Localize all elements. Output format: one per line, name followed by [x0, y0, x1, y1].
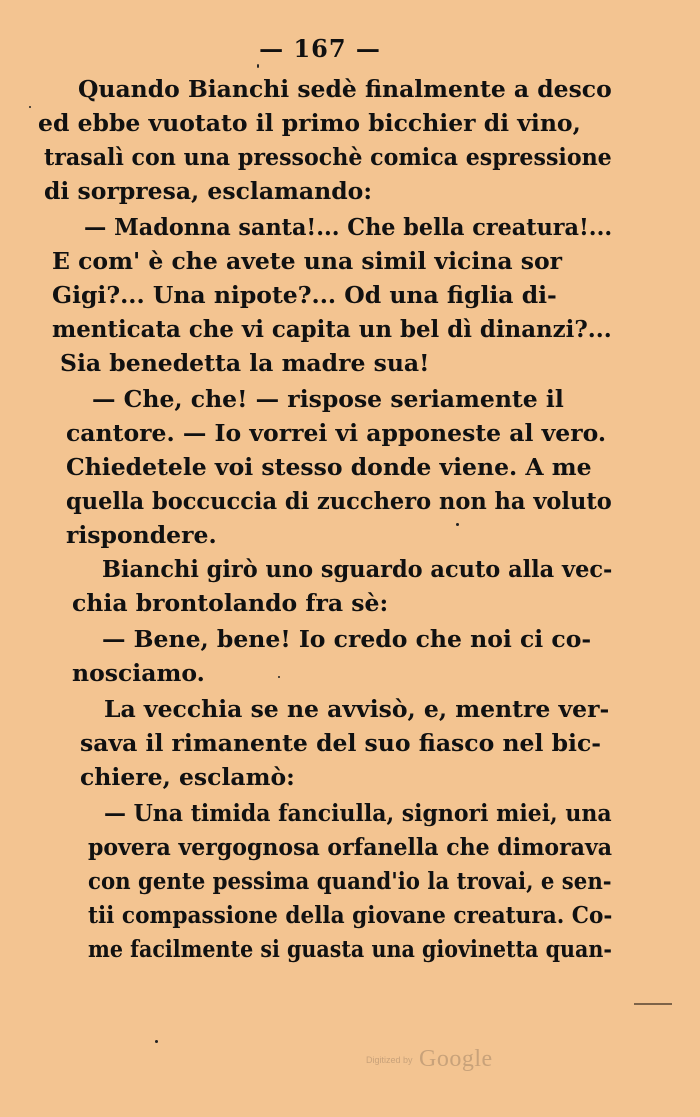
text-line: Chiedetele voi stesso donde viene. A me [66, 453, 592, 481]
text-line: Gigi?... Una nipote?... Od una figlia di- [52, 281, 557, 309]
margin-rule [634, 1003, 672, 1005]
text-line: Quando Bianchi sedè finalmente a desco [78, 75, 612, 103]
text-line: La vecchia se ne avvisò, e, mentre ver- [104, 695, 610, 723]
text-line: quella boccuccia di zucchero non ha voluto [66, 487, 612, 515]
text-line: di sorpresa, esclamando: [44, 177, 373, 205]
text-line: E com' è che avete una simil vicina sor [52, 247, 563, 275]
ink-speck [29, 106, 31, 108]
text-line: trasalì con una pressochè comica espressione [44, 143, 612, 171]
ink-speck [278, 676, 280, 678]
text-line: chia brontolando fra sè: [72, 589, 389, 617]
google-logo: Google [418, 1046, 493, 1072]
text-line: Sia benedetta la madre sua! [60, 349, 430, 377]
watermark-prefix: Digitized by [366, 1054, 413, 1065]
text-line: — Che, che! — rispose seriamente il [92, 385, 564, 413]
text-line: rispondere. [66, 521, 217, 549]
digitized-watermark [366, 1046, 493, 1073]
ink-speck [257, 64, 259, 68]
text-line: sava il rimanente del suo fiasco nel bic- [80, 729, 602, 757]
page-number: — 167 — [259, 34, 381, 63]
text-line: Bianchi girò uno sguardo acuto alla vec- [102, 555, 613, 583]
text-line: con gente pessima quand'io la trovai, e sen- [88, 867, 612, 895]
ink-speck [155, 1040, 158, 1043]
text-line: — Bene, bene! Io credo che noi ci co- [102, 625, 592, 653]
text-line: cantore. — Io vorrei vi apponeste al vero. [66, 419, 607, 447]
text-line: povera vergognosa orfanella che dimorava [88, 833, 613, 861]
text-line: — Una timida fanciulla, signori miei, una [104, 799, 612, 827]
ink-speck [456, 523, 459, 526]
text-line: me facilmente si guasta una giovinetta quan- [88, 935, 612, 963]
text-line: nosciamo. [72, 659, 205, 687]
text-line: — Madonna santa!... Che bella creatura!... [84, 213, 613, 241]
text-line: tii compassione della giovane creatura. Co- [88, 901, 613, 929]
text-line: ed ebbe vuotato il primo bicchier di vino, [38, 109, 581, 137]
text-line: chiere, esclamò: [80, 763, 295, 791]
text-line: menticata che vi capita un bel dì dinanzi?... [52, 315, 612, 343]
